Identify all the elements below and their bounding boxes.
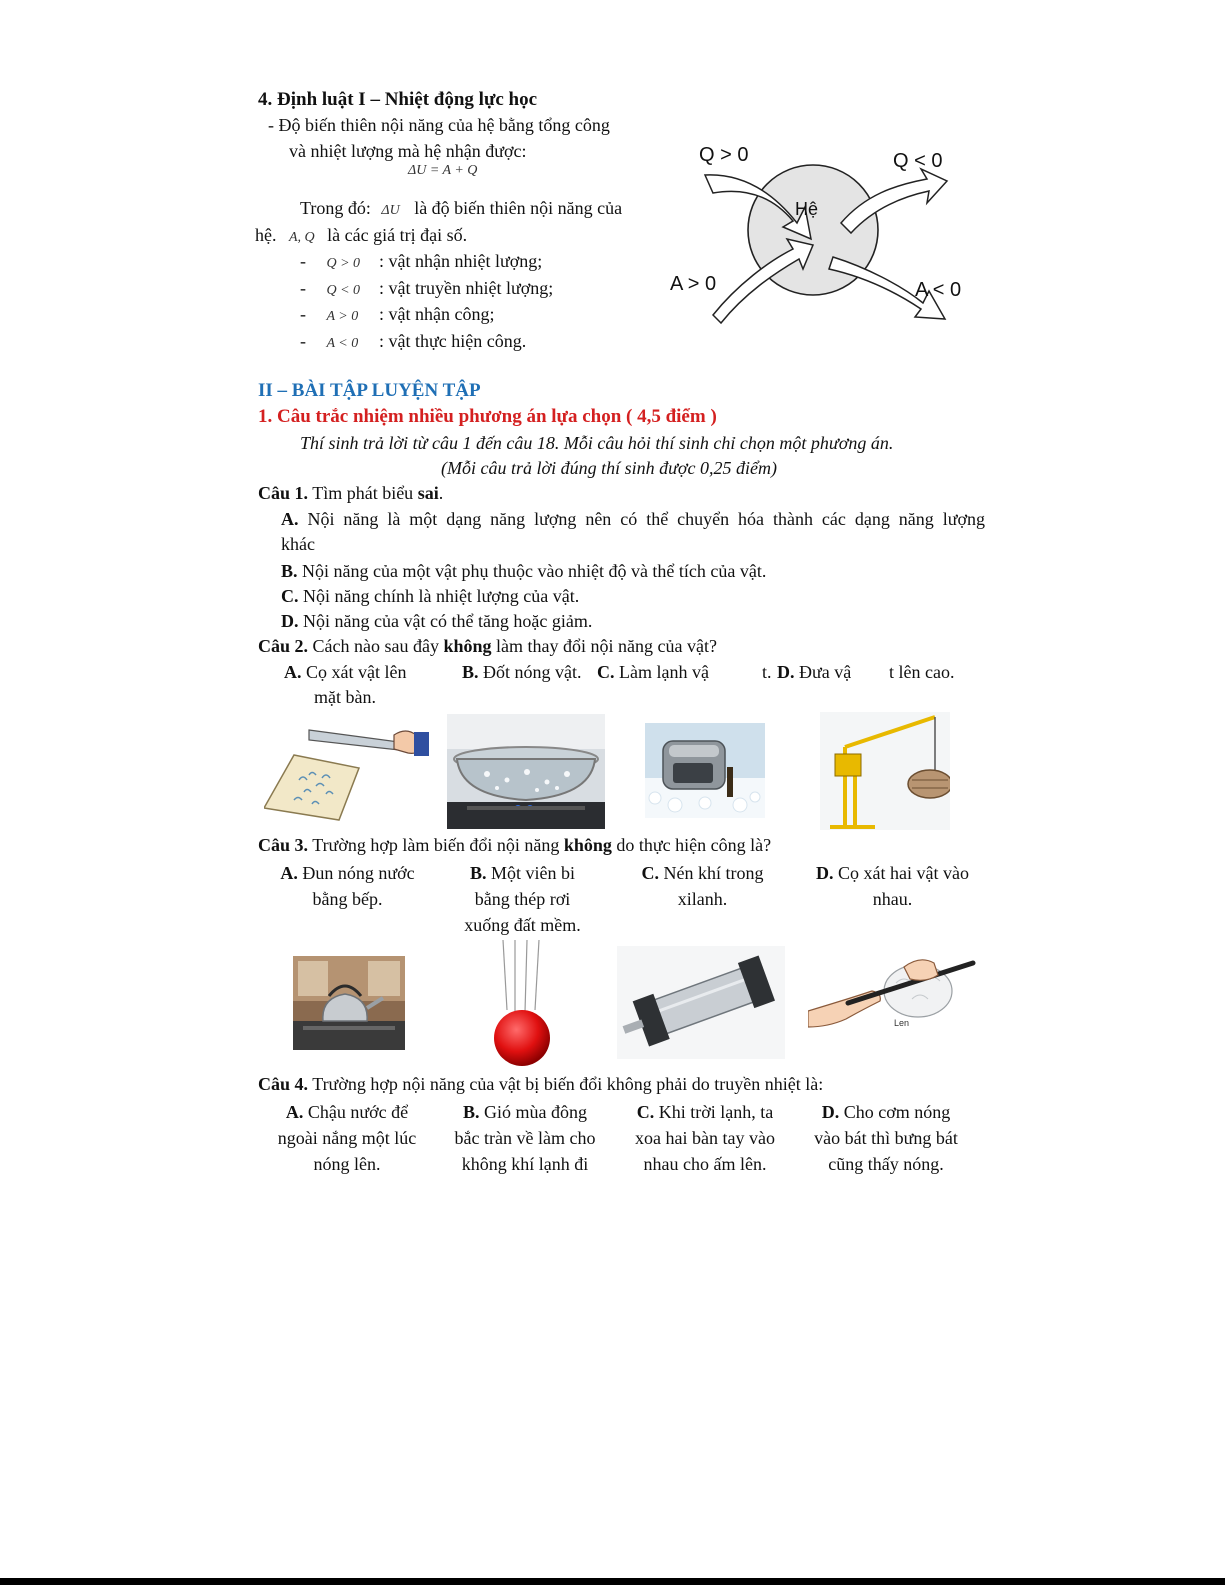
where-text: là độ biến thiên nội năng của <box>414 198 623 218</box>
where-symbol: ΔU <box>381 203 400 218</box>
option-label: B. <box>281 561 298 581</box>
option-text: Cọ xát vật lên <box>306 662 407 682</box>
rubbing-object-image <box>264 720 429 825</box>
sign-symbol: A > 0 <box>326 309 359 324</box>
sign-symbol: A < 0 <box>326 336 359 351</box>
q-positive-label: Q > 0 <box>699 144 749 166</box>
he-text: là các giá trị đại số. <box>327 225 468 245</box>
sign-text: : vật nhận công; <box>379 304 495 324</box>
question-emphasis: không <box>443 636 492 656</box>
option-label: A. <box>284 662 302 682</box>
option-label: D. <box>816 863 834 883</box>
sign-row <box>300 331 526 352</box>
question-text: do thực hiện công là? <box>616 835 772 855</box>
option-text: bằng thép rơi <box>474 889 571 909</box>
option-text: Đun nóng nước <box>302 863 415 883</box>
sign-symbol: Q > 0 <box>326 256 361 271</box>
a-positive-label: A > 0 <box>670 273 717 295</box>
cylinder-piston-image <box>617 946 785 1059</box>
q4-option-c <box>620 1099 790 1177</box>
option-label: C. <box>281 586 299 606</box>
option-label: B. <box>462 662 479 682</box>
sign-dash: - <box>300 331 306 351</box>
question-3 <box>258 835 771 856</box>
option-label: D. <box>777 662 795 682</box>
option-label: D. <box>281 611 299 631</box>
option-text: Chậu nước để <box>307 1102 409 1122</box>
law-statement-line1: - Độ biến thiên nội năng của hệ bằng tổng công <box>268 115 610 135</box>
where-prefix: Trong đó: <box>300 198 371 218</box>
option-text: xoa hai bàn tay vào <box>635 1128 775 1148</box>
q-negative-label: Q < 0 <box>893 150 943 172</box>
instruction-line2: (Mỗi câu trả lời đúng thí sinh được 0,25 điểm) <box>441 458 777 478</box>
option-label: B. <box>462 1102 480 1122</box>
question-label: Câu 1. <box>258 483 309 503</box>
he-symbols: A, Q <box>289 230 315 245</box>
option-label: C. <box>597 662 615 682</box>
heating-pot-image <box>447 714 605 829</box>
q1-option-a-cont: khác <box>281 534 315 554</box>
option-text: Nội năng là một dạng năng lượng nên có thể chuyển hóa thành các dạng năng lượng <box>307 509 985 529</box>
option-text: xuống đất mềm. <box>464 915 581 935</box>
option-text: nhau. <box>872 889 913 909</box>
q3-option-b <box>445 860 600 938</box>
question-label: Câu 3. <box>258 835 309 855</box>
question-emphasis: không <box>563 835 612 855</box>
option-text: Một viên bi <box>491 863 575 883</box>
question-label: Câu 4. <box>258 1074 309 1094</box>
sign-symbol: Q < 0 <box>326 283 361 298</box>
law-statement-line2: và nhiệt lượng mà hệ nhận được: <box>289 141 527 161</box>
question-1 <box>258 483 443 504</box>
q3-option-c <box>625 860 780 912</box>
q4-option-d <box>796 1099 976 1177</box>
crane-lifting-image <box>820 712 950 830</box>
question-text: Cách nào sau đây <box>312 636 439 656</box>
sign-row <box>300 304 494 325</box>
option-text: Nội năng của một vật phụ thuộc vào nhiệt độ và thể tích của vật. <box>302 561 767 581</box>
q4-option-b <box>440 1099 610 1177</box>
q2-option-a-cont: mặt bàn. <box>314 687 376 707</box>
option-text: Nội năng của vật có thể tăng hoặc giảm. <box>303 611 593 631</box>
q1-option-b <box>281 561 766 582</box>
question-text: Trường hợp nội năng của vật bị biến đổi không phải do truyền nhiệt là: <box>312 1074 824 1094</box>
energy-exchange-diagram <box>665 135 965 330</box>
option-text: Nén khí trong <box>663 863 764 883</box>
option-text: ngoài nắng một lúc <box>277 1128 417 1148</box>
q1-option-c <box>281 586 579 607</box>
section-heading: 4. Định luật I – Nhiệt động lực học <box>258 89 538 110</box>
cooling-machine-image <box>645 723 765 818</box>
sign-row <box>300 251 542 272</box>
question-4 <box>258 1074 823 1095</box>
sign-text: : vật nhận nhiệt lượng; <box>379 251 543 271</box>
q1-option-a <box>281 509 985 530</box>
page-bottom-border <box>0 1578 1225 1585</box>
option-text: không khí lạnh đi <box>461 1154 589 1174</box>
option-text: Nội năng chính là nhiệt lượng của vật. <box>303 586 580 606</box>
option-label: D. <box>821 1102 840 1122</box>
sign-row <box>300 278 553 299</box>
question-emphasis: sai <box>417 483 439 503</box>
option-text: Cọ xát hai vật vào <box>838 863 969 883</box>
q2-option-a <box>284 662 406 683</box>
option-text: nóng lên. <box>313 1154 381 1174</box>
option-label: A. <box>281 509 299 529</box>
option-text: Làm lạnh vậ <box>619 662 709 682</box>
question-2 <box>258 636 717 657</box>
option-label: C. <box>636 1102 655 1122</box>
option-text: vào bát thì bưng bát <box>814 1128 958 1148</box>
option-text: Đốt nóng vật. <box>483 662 582 682</box>
q4-option-a <box>262 1099 432 1177</box>
he-line <box>255 225 467 246</box>
sign-dash: - <box>300 278 306 298</box>
wool-label: Len <box>894 1018 910 1028</box>
q2-option-d-tail: t lên cao. <box>889 662 955 682</box>
option-text: Cho cơm nóng <box>843 1102 951 1122</box>
q2-option-c-tail: t. <box>762 662 772 682</box>
question-text: làm thay đổi nội năng của vật? <box>496 636 717 656</box>
system-label: Hệ <box>795 199 819 219</box>
instruction-line1: Thí sinh trả lời từ câu 1 đến câu 18. Mỗi câu hỏi thí sinh chỉ chọn một phương án. <box>300 433 894 453</box>
q1-option-d <box>281 611 592 632</box>
option-text: Đưa vậ <box>799 662 852 682</box>
option-text: Gió mùa đông <box>484 1102 587 1122</box>
option-text: bắc tràn về làm cho <box>454 1128 596 1148</box>
question-text: Tìm phát biểu <box>312 483 414 503</box>
sign-dash: - <box>300 251 306 271</box>
question-end: . <box>438 483 444 503</box>
option-text: xilanh. <box>677 889 728 909</box>
where-line <box>300 198 622 219</box>
falling-ball-image <box>451 940 591 1068</box>
part-subheading: 1. Câu trắc nhiệm nhiều phương án lựa chọn ( 4,5 điểm ) <box>258 406 717 427</box>
question-text: Trường hợp làm biến đổi nội năng <box>312 835 560 855</box>
part-heading: II – BÀI TẬP LUYỆN TẬP <box>258 380 481 401</box>
option-text: bằng bếp. <box>312 889 383 909</box>
q3-option-d <box>800 860 985 912</box>
a-negative-label: A < 0 <box>915 279 962 301</box>
sign-dash: - <box>300 304 306 324</box>
q3-option-a <box>270 860 425 912</box>
law-formula: ΔU = A + Q <box>408 163 478 178</box>
q2-option-b <box>462 662 582 683</box>
option-text: Khi trời lạnh, ta <box>658 1102 774 1122</box>
option-label: B. <box>469 863 487 883</box>
sign-text: : vật truyền nhiệt lượng; <box>379 278 554 298</box>
option-label: C. <box>641 863 659 883</box>
option-text: nhau cho ấm lên. <box>643 1154 767 1174</box>
kettle-stove-image <box>293 956 405 1050</box>
q2-option-d <box>777 662 851 683</box>
sign-text: : vật thực hiện công. <box>379 331 527 351</box>
q2-option-c <box>597 662 709 683</box>
he-prefix: hệ. <box>255 225 277 245</box>
option-label: A. <box>280 863 298 883</box>
rubbing-rod-wool-image <box>808 953 978 1035</box>
option-label: A. <box>285 1102 304 1122</box>
question-label: Câu 2. <box>258 636 309 656</box>
option-text: cũng thấy nóng. <box>828 1154 944 1174</box>
